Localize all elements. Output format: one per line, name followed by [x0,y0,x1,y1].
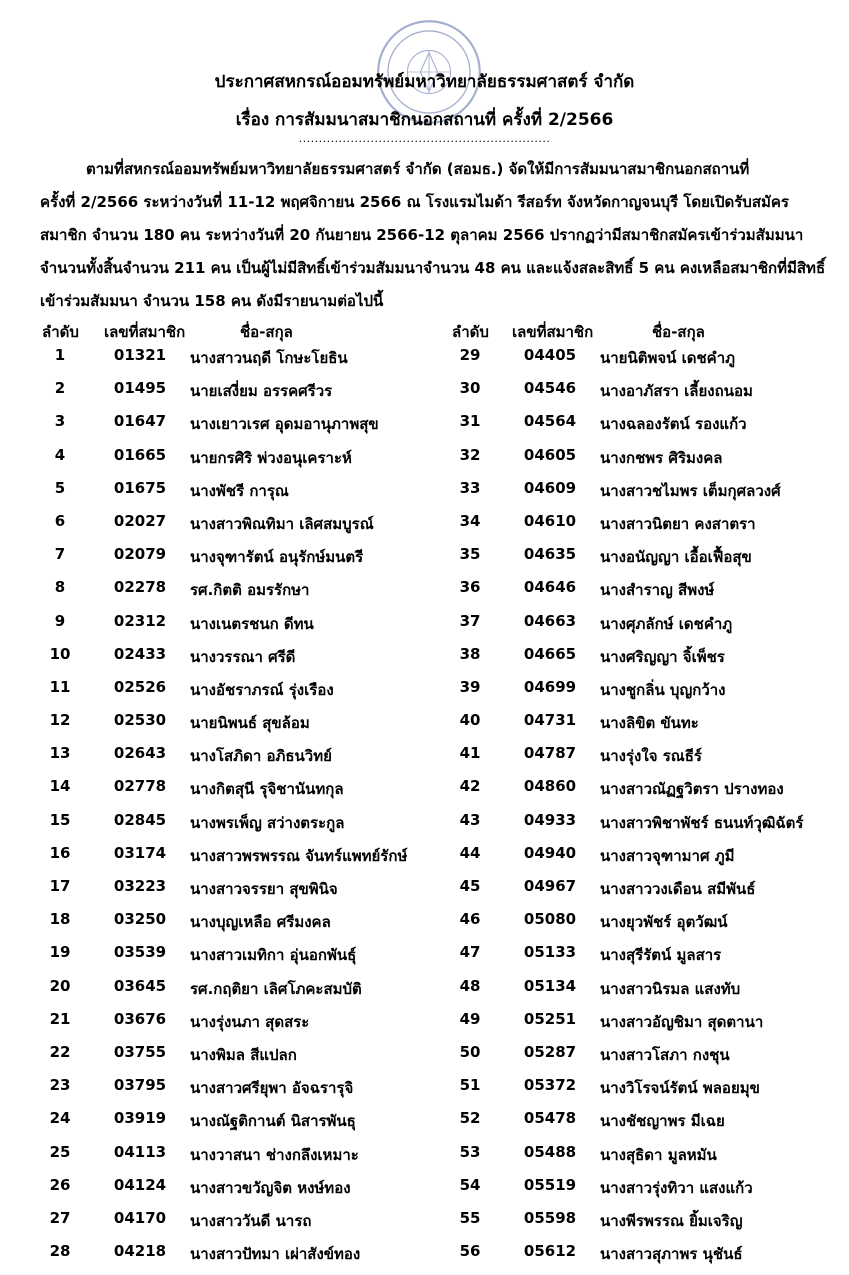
table-row [40,512,440,545]
row-name: นายนิติพจน์ เดชคำภู [600,349,736,367]
row-member-id: 02433 [113,644,167,663]
row-name: นางศุภลักษ์ เดชคำภู [600,614,733,633]
table-row [40,545,440,578]
row-name: นางฉลองรัตน์ รองแก้ว [600,415,747,434]
row-member-id: 04124 [113,1175,167,1194]
table-row [450,1109,849,1142]
row-member-id: 05478 [523,1109,577,1128]
row-name: นางสาวเมทิกา อุ่นอกพันธุ์ [190,946,357,965]
row-member-id: 03755 [113,1042,167,1061]
row-name: นางอาภัสรา เลี้ยงถนอม [600,382,753,401]
row-member-id: 05372 [523,1076,577,1095]
table-row [40,645,440,678]
table-row [40,1043,440,1076]
row-order: 36 [459,578,481,597]
row-name: นางสาวนิรมล แสงทับ [600,979,741,998]
table-row [40,446,440,479]
table-row [450,877,849,910]
row-order: 22 [49,1042,71,1061]
table-row [450,512,849,545]
row-order: 41 [459,744,481,763]
col-header-member-id: เลขที่สมาชิก [512,323,594,341]
table-row [450,910,849,943]
row-order: 45 [459,877,481,895]
row-order: 4 [54,445,66,464]
row-member-id: 04635 [523,545,577,564]
row-name: นางสาวนฤดี โกษะโยธิน [190,349,348,367]
table-row [450,1176,849,1209]
row-member-id: 04665 [523,644,577,663]
row-order: 6 [54,511,66,530]
row-name: นางรุ่งใจ รณธีร์ [600,747,702,766]
row-order: 23 [49,1076,71,1095]
table-row [450,844,849,877]
row-name: นางอัชราภรณ์ รุ่งเรือง [190,680,334,699]
row-name: นางเยาวเรศ อุดมอานุภาพสุข [190,415,379,434]
table-row [40,977,440,1010]
row-order: 32 [459,445,481,464]
row-name: นางสาวนิตยา คงสาตรา [600,514,756,533]
row-order: 8 [54,578,66,597]
row-member-id: 02312 [113,611,167,630]
row-name: นางพิมล สีแปลก [190,1045,297,1064]
row-member-id: 02845 [113,810,167,829]
row-name: นางวาสนา ช่างกลึงเหมาะ [190,1145,359,1164]
row-order: 30 [459,379,481,398]
row-member-id: 04113 [113,1142,167,1161]
table-row [450,1043,849,1076]
row-name: นางสุรีรัตน์ มูลสาร [600,946,722,965]
body-line: ตามที่สหกรณ์ออมทรัพย์มหาวิทยาลัยธรรมศาสตร์ จำกัด (สอมธ.) จัดให้มีการสัมมนาสมาชิกนอกสถานที่ [86,160,750,178]
row-name: นางสาวโสภา กงชุน [600,1045,730,1064]
row-member-id: 04605 [523,445,577,464]
row-member-id: 02530 [113,711,167,730]
row-member-id: 03919 [113,1109,167,1128]
table-row [40,578,440,611]
body-line: เข้าร่วมสัมมนา จำนวน 158 คน ดังมีรายนามต่อไปนี้ [40,292,384,310]
row-order: 53 [459,1142,481,1161]
row-member-id: 04940 [523,843,577,862]
table-row [40,1109,440,1142]
row-member-id: 04170 [113,1208,167,1227]
row-member-id: 02778 [113,777,167,796]
table-row [40,910,440,943]
table-row [450,744,849,777]
row-order: 3 [54,412,66,431]
row-member-id: 02027 [113,511,167,530]
row-name: นางสุธิดา มูลหมัน [600,1145,717,1164]
row-order: 18 [49,910,71,929]
table-row [40,844,440,877]
row-name: นางสาวขวัญจิต หงษ์ทอง [190,1178,351,1197]
row-name: นางโสภิดา อภิธนวิทย์ [190,747,332,766]
row-member-id: 01321 [113,346,167,364]
table-row [40,943,440,976]
table-row [450,678,849,711]
row-name: นางสาวพิชาพัชร์ ธนนท์วุฒิฉัตร์ [600,813,804,832]
row-member-id: 04405 [523,346,577,364]
table-row [40,379,440,412]
table-row [40,612,440,645]
row-name: นางศริญญา จิ้เพ็ชร [600,647,725,666]
row-name: นางลิขิต ขันทะ [600,714,699,733]
row-name: นายเสงี่ยม อรรคศรีวร [190,382,333,401]
row-name: นางสาวพิณทิมา เลิศสมบูรณ์ [190,514,374,533]
table-row [450,711,849,744]
body-line: สมาชิก จำนวน 180 คน ระหว่างวันที่ 20 กันยายน 2566-12 ตุลาคม 2566 ปรากฏว่ามีสมาชิกสมัครเข้าร่วมสัมมนา [40,226,804,244]
table-row [40,1076,440,1109]
row-name: นางสาวชไมพร เต็มกุศลวงศ์ [600,481,781,500]
row-order: 43 [459,810,481,829]
row-member-id: 04663 [523,611,577,630]
row-member-id: 04564 [523,412,577,431]
row-member-id: 01675 [113,478,167,497]
row-order: 5 [54,478,66,497]
row-name: นางสาวรุ่งทิวา แสงแก้ว [600,1178,753,1197]
row-order: 19 [49,943,71,962]
row-member-id: 02079 [113,545,167,564]
row-name: นางเนตรชนก ดีทน [190,614,314,633]
row-name: นางชัชญาพร มีเฉย [600,1112,725,1131]
row-order: 24 [49,1109,71,1128]
table-row [40,811,440,844]
col-header-order: ลำดับ [452,323,489,341]
row-order: 17 [49,877,71,895]
row-member-id: 04699 [523,677,577,696]
row-name: นางสาวพรพรรณ จันทร์แพทย์รักษ์ [190,846,408,865]
table-row [450,479,849,512]
row-member-id: 01665 [113,445,167,464]
row-name: นางกิตสุนี รุจิชานันทกุล [190,780,344,799]
row-order: 10 [49,644,71,663]
row-member-id: 04860 [523,777,577,796]
row-order: 7 [54,545,66,564]
row-order: 16 [49,843,71,862]
row-name: นางสาวอัญชิมา สุดตานา [600,1012,764,1031]
col-header-member-id: เลขที่สมาชิก [104,323,186,341]
table-row [40,1209,440,1242]
row-name: นางวิโรจน์รัตน์ พลอยมุข [600,1079,760,1098]
row-order: 39 [459,677,481,696]
row-order: 37 [459,611,481,630]
body-line: จำนวนทั้งสิ้นจำนวน 211 คน เป็นผู้ไม่มีสิทธิ์เข้าร่วมสัมมนาจำนวน 48 คน และแจ้งสละสิทธิ์ 5 คน คงเหลือสมาชิกที่มีสิทธิ์ [40,259,826,277]
row-member-id: 05133 [523,943,577,962]
row-name: นางสำราญ สีพงษ์ [600,581,715,600]
row-member-id: 04646 [523,578,577,597]
table-row [450,977,849,1010]
row-order: 49 [459,1009,481,1028]
row-order: 15 [49,810,71,829]
row-member-id: 04609 [523,478,577,497]
row-name: นางรุ่งนภา สุดสระ [190,1012,310,1031]
table-row [40,412,440,445]
table-row [40,346,440,379]
row-member-id: 05287 [523,1042,577,1061]
row-order: 1 [54,346,66,364]
row-member-id: 04967 [523,877,577,895]
row-order: 29 [459,346,481,364]
table-row [450,379,849,412]
row-member-id: 03223 [113,877,167,895]
table-row [40,744,440,777]
member-table-right [450,346,849,1275]
table-row [450,446,849,479]
row-order: 12 [49,711,71,730]
row-order: 13 [49,744,71,763]
row-name: นางพีรพรรณ ยิ้มเจริญ [600,1211,743,1230]
row-member-id: 03645 [113,976,167,995]
row-name: นางพรเพ็ญ สว่างตระกูล [190,813,345,832]
row-order: 55 [459,1208,481,1227]
row-name: นางบุญเหลือ ศรีมงคล [190,913,331,932]
table-row [450,545,849,578]
col-header-name: ชื่อ-สกุล [652,323,705,341]
row-name: นางสาวจรรยา สุขพินิจ [190,880,338,898]
table-row [450,346,849,379]
row-order: 40 [459,711,481,730]
row-order: 25 [49,1142,71,1161]
member-table-left [40,346,440,1275]
row-order: 44 [459,843,481,862]
table-row [450,811,849,844]
table-row [40,877,440,910]
table-row [450,943,849,976]
row-member-id: 03795 [113,1076,167,1095]
row-member-id: 03174 [113,843,167,862]
row-name: นางพัชรี การุณ [190,481,289,500]
row-order: 21 [49,1009,71,1028]
row-member-id: 01647 [113,412,167,431]
row-name: นายนิพนธ์ สุขล้อม [190,714,310,733]
table-row [40,678,440,711]
announcement-subject: เรื่อง การสัมมนาสมาชิกนอกสถานที่ ครั้งที่ 2/2566 [235,110,614,130]
col-header-order: ลำดับ [42,323,79,341]
row-order: 33 [459,478,481,497]
row-member-id: 03250 [113,910,167,929]
row-member-id: 04731 [523,711,577,730]
title-separator: ............................................................... [298,132,551,145]
row-name: นางณัฐติกานต์ นิสารพันธุ [190,1112,356,1131]
row-member-id: 05488 [523,1142,577,1161]
row-order: 27 [49,1208,71,1227]
row-order: 26 [49,1175,71,1194]
row-name: รศ.กฤติยา เลิศโภคะสมบัติ [190,979,362,998]
table-row [450,1076,849,1109]
table-row [450,1010,849,1043]
table-row [450,1143,849,1176]
row-order: 42 [459,777,481,796]
row-order: 56 [459,1242,481,1261]
row-name: นางสาวจุฑามาศ ภูมี [600,846,735,865]
row-name: รศ.กิตติ อมรรักษา [190,581,310,600]
row-member-id: 04787 [523,744,577,763]
row-name: นายกรศิริ พ่วงอนุเคราะห์ [190,448,352,467]
row-member-id: 04218 [113,1242,167,1261]
row-member-id: 05134 [523,976,577,995]
row-member-id: 05251 [523,1009,577,1028]
table-row [40,777,440,810]
row-member-id: 03539 [113,943,167,962]
table-row [450,645,849,678]
row-name: นางวรรณา ศรีดี [190,647,296,666]
table-row [40,479,440,512]
row-order: 46 [459,910,481,929]
row-order: 50 [459,1042,481,1061]
row-name: นางจุฑารัตน์ อนุรักษ์มนตรี [190,548,364,567]
row-order: 20 [49,976,71,995]
row-order: 11 [49,677,71,696]
row-name: นางอนัญญา เอื้อเฟื้อสุข [600,548,752,567]
row-order: 38 [459,644,481,663]
row-order: 31 [459,412,481,431]
row-name: นางกชพร ศิริมงคล [600,448,723,467]
body-line: ครั้งที่ 2/2566 ระหว่างวันที่ 11-12 พฤศจิกายน 2566 ณ โรงแรมไมด้า รีสอร์ท จังหวัดกาญจนบุรี โดยเปิดรับสมัคร [40,193,789,211]
row-name: นางสาวสุภาพร นุชันธ์ [600,1245,743,1264]
row-order: 48 [459,976,481,995]
col-header-name: ชื่อ-สกุล [240,323,293,341]
row-member-id: 01495 [113,379,167,398]
table-row [40,711,440,744]
table-row [40,1143,440,1176]
row-order: 9 [54,611,66,630]
row-member-id: 04610 [523,511,577,530]
row-name: นางยุวพัชร์ อุตวัฒน์ [600,913,728,932]
row-member-id: 02526 [113,677,167,696]
row-member-id: 04546 [523,379,577,398]
row-order: 47 [459,943,481,962]
row-name: นางสาวศรียุพา อัจฉรารุจิ [190,1079,354,1098]
table-row [450,612,849,645]
row-order: 14 [49,777,71,796]
row-member-id: 05612 [523,1242,577,1261]
table-row [450,412,849,445]
table-row [40,1176,440,1209]
table-row [40,1010,440,1043]
row-order: 28 [49,1242,71,1261]
row-name: นางสาวปัทมา เผ่าสังข์ทอง [190,1245,361,1264]
row-member-id: 04933 [523,810,577,829]
row-order: 34 [459,511,481,530]
table-row [450,777,849,810]
row-member-id: 03676 [113,1009,167,1028]
row-order: 52 [459,1109,481,1128]
row-order: 51 [459,1076,481,1095]
row-order: 2 [54,379,66,398]
row-name: นางสาววันดี นารถ [190,1211,312,1230]
row-member-id: 02278 [113,578,167,597]
row-order: 54 [459,1175,481,1194]
row-member-id: 05598 [523,1208,577,1227]
table-row [450,578,849,611]
row-member-id: 05080 [523,910,577,929]
announcement-title: ประกาศสหกรณ์ออมทรัพย์มหาวิทยาลัยธรรมศาสตร์ จำกัด [214,72,635,92]
table-row [450,1242,849,1275]
row-name: นางสาววงเดือน สมีพันธ์ [600,880,756,898]
table-row [40,1242,440,1275]
table-row [450,1209,849,1242]
row-order: 35 [459,545,481,564]
row-name: นางสาวณัฏฐวิตรา ปรางทอง [600,780,784,799]
row-name: นางชูกลิ่น บุญกว้าง [600,680,726,699]
row-member-id: 02643 [113,744,167,763]
row-member-id: 05519 [523,1175,577,1194]
